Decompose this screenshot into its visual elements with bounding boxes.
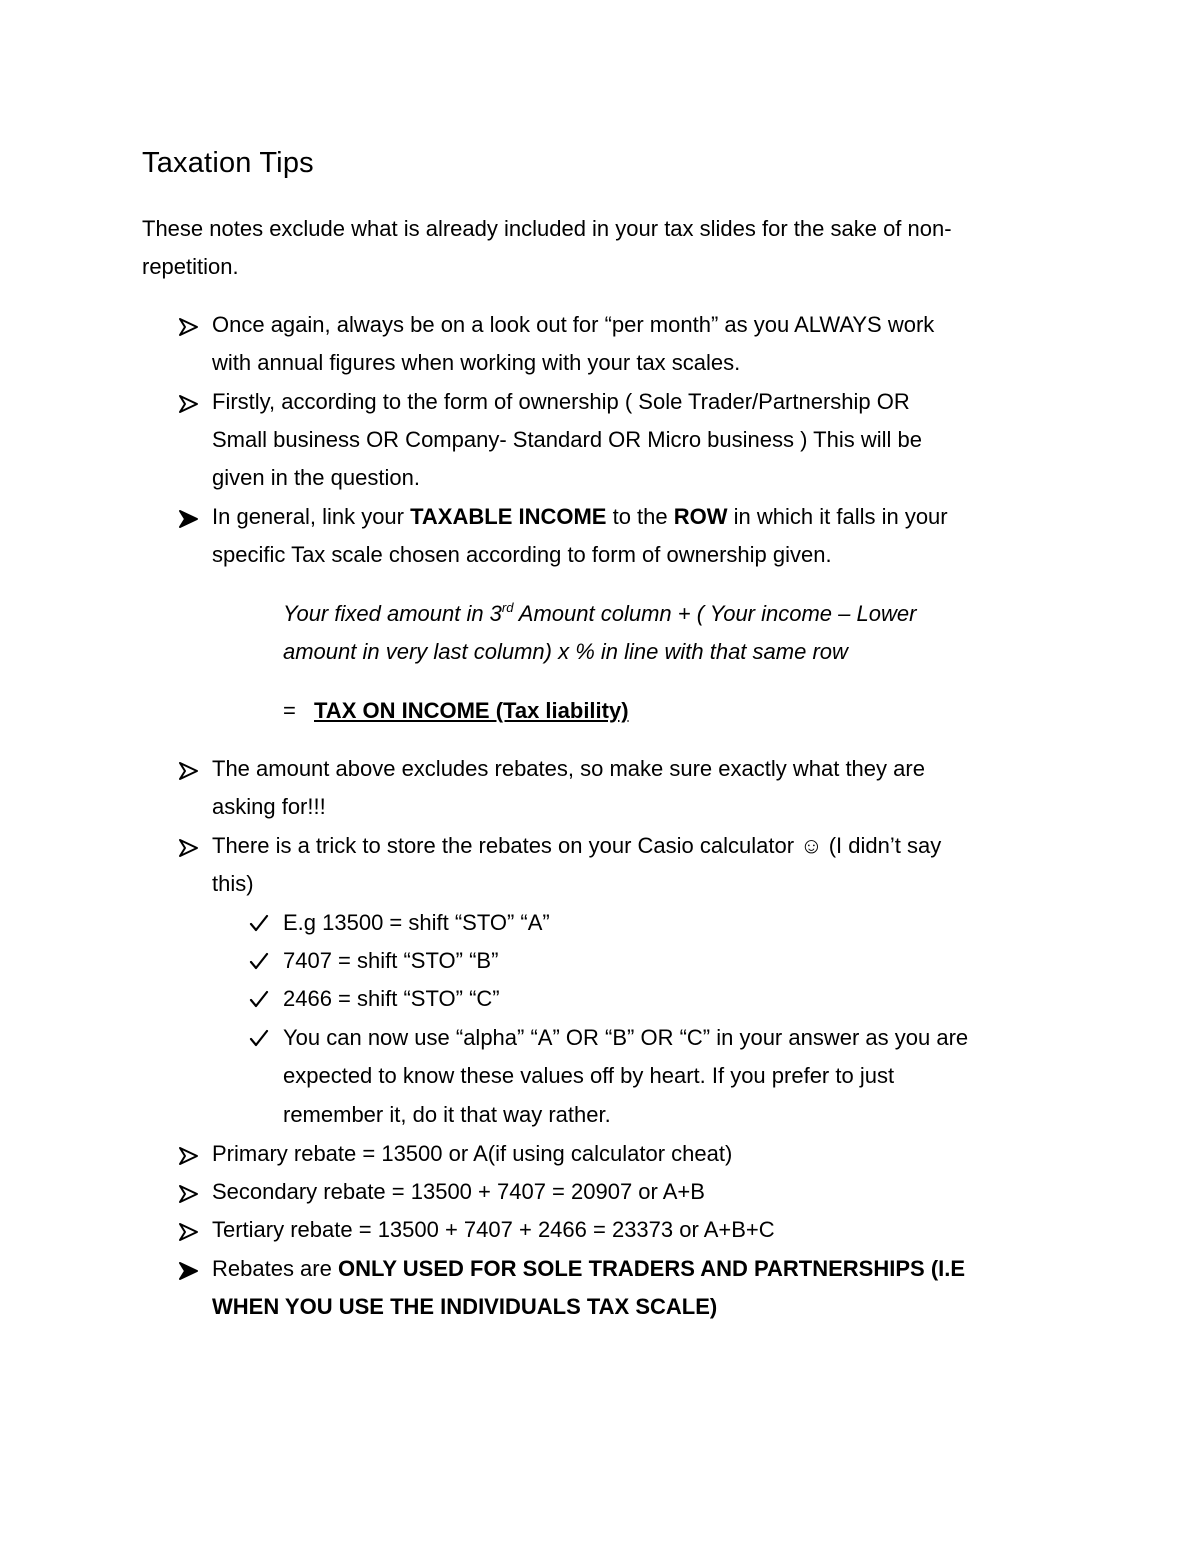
bullet-2-line-3: given in the question. — [212, 465, 420, 490]
check-item-4-line-2: expected to know these values off by heart. If you prefer to just — [283, 1063, 895, 1088]
bullet-3-text-a: In general, link your — [212, 504, 411, 529]
checkmark-icon — [248, 1027, 270, 1049]
page-title: Taxation Tips — [142, 147, 314, 179]
bullet-3-line-1 — [212, 498, 948, 536]
check-item-1: E.g 13500 = shift “STO” “A” — [283, 910, 550, 935]
rebates-usage-text: Rebates are — [212, 1256, 338, 1281]
intro-text-line-1: These notes exclude what is already included in your tax slides for the sake of non- — [142, 216, 952, 241]
formula-text-a: Your fixed amount in 3 — [283, 601, 502, 626]
rebates-usage-line-2: WHEN YOU USE THE INDIVIDUALS TAX SCALE) — [212, 1294, 718, 1319]
bullet-1-line-2: with annual figures when working with your tax scales. — [212, 350, 741, 375]
formula-superscript: rd — [501, 600, 514, 615]
bullet-4-line-2: asking for!!! — [212, 794, 326, 819]
bullet-3-line-2: specific Tax scale chosen according to form of ownership given. — [212, 542, 832, 567]
bullet-1-line-1: Once again, always be on a look out for “per month” as you ALWAYS work — [212, 312, 935, 337]
arrow-bullet-icon — [178, 1183, 200, 1205]
arrow-bullet-icon — [178, 1260, 200, 1282]
formula-line-1 — [283, 595, 916, 633]
arrow-bullet-icon — [178, 508, 200, 530]
arrow-bullet-icon — [178, 1221, 200, 1243]
check-item-4-line-3: remember it, do it that way rather. — [283, 1102, 611, 1127]
check-item-3: 2466 = shift “STO” “C” — [283, 986, 500, 1011]
formula-equals: = — [283, 698, 296, 723]
formula-text-b: Amount column + ( Your income – Lower — [513, 601, 917, 626]
bullet-5-line-1: There is a trick to store the rebates on your Casio calculator ☺ (I didn’t say — [212, 833, 942, 858]
checkmark-icon — [248, 912, 270, 934]
bullet-2-line-1: Firstly, according to the form of ownership ( Sole Trader/Partnership OR — [212, 389, 910, 414]
tertiary-rebate-line: Tertiary rebate = 13500 + 7407 + 2466 = 23373 or A+B+C — [212, 1217, 775, 1242]
rebates-usage-line-1 — [212, 1250, 965, 1288]
secondary-rebate-line: Secondary rebate = 13500 + 7407 = 20907 or A+B — [212, 1179, 705, 1204]
taxable-income-emphasis: TAXABLE INCOME — [410, 504, 607, 529]
primary-rebate-line: Primary rebate = 13500 or A(if using calculator cheat) — [212, 1141, 733, 1166]
arrow-bullet-icon — [178, 1145, 200, 1167]
bullet-4-line-1: The amount above excludes rebates, so make sure exactly what they are — [212, 756, 925, 781]
tax-on-income-result: TAX ON INCOME (Tax liability) — [314, 698, 629, 723]
bullet-3-text-c: in which it falls in your — [727, 504, 948, 529]
check-item-4-line-1: You can now use “alpha” “A” OR “B” OR “C” in your answer as you are — [283, 1025, 969, 1050]
bullet-2-line-2: Small business OR Company- Standard OR Micro business ) This will be — [212, 427, 922, 452]
formula-line-2: amount in very last column) x % in line with that same row — [283, 639, 848, 664]
arrow-bullet-icon — [178, 837, 200, 859]
rebates-usage-emphasis: ONLY USED FOR SOLE TRADERS AND PARTNERSHIPS (I.E — [337, 1256, 966, 1281]
row-emphasis: ROW — [673, 504, 728, 529]
arrow-bullet-icon — [178, 393, 200, 415]
intro-text-line-2: repetition. — [142, 254, 239, 279]
check-item-2: 7407 = shift “STO” “B” — [283, 948, 499, 973]
checkmark-icon — [248, 950, 270, 972]
arrow-bullet-icon — [178, 760, 200, 782]
bullet-5-line-2: this) — [212, 871, 254, 896]
arrow-bullet-icon — [178, 316, 200, 338]
bullet-3-text-b: to the — [606, 504, 674, 529]
checkmark-icon — [248, 988, 270, 1010]
